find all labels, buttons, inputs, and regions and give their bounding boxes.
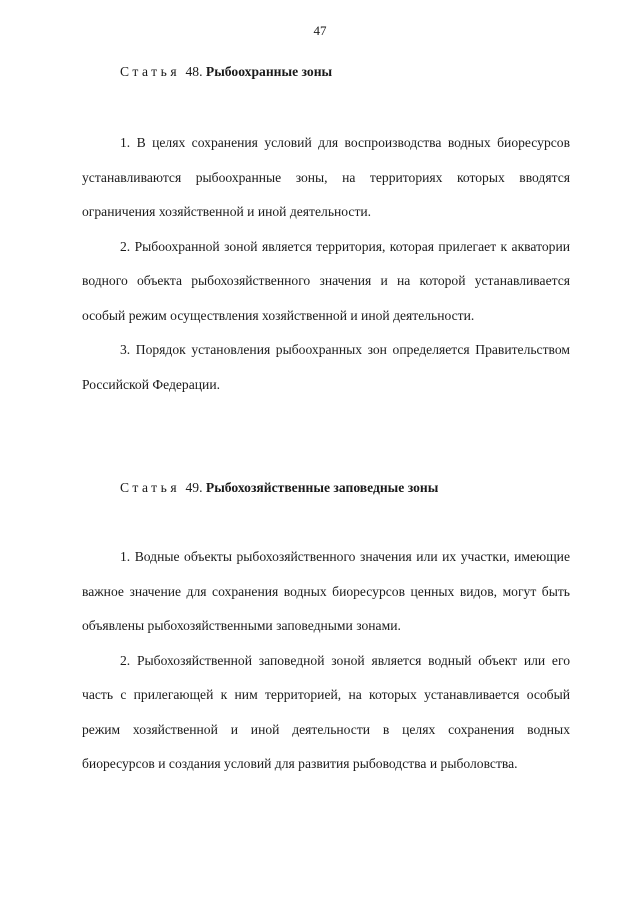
article-body	[82, 540, 570, 782]
article-body	[82, 126, 570, 402]
paragraph: 2. Рыбохозяйственной заповедной зоной является водный объект или его часть с прилегающей к ним территорией, на которых устанавливается особый режим хозяйственной и иной деятельности в целях сохранения водных биоресурсов и создания условий для развития рыбоводства и рыболовства.	[82, 652, 570, 771]
article-label: Статья	[120, 64, 181, 79]
article-label: Статья	[120, 480, 181, 495]
paragraph: 2. Рыбоохранной зоной является территория, которая прилегает к акватории водного объекта рыбохозяйственного значения и на которой устанавливается особый режим осуществления хозяйственной и иной деятельности.	[82, 238, 570, 323]
paragraph: 1. Водные объекты рыбохозяйственного значения или их участки, имеющие важное значение для сохранения водных биоресурсов ценных видов, могут быть объявлены рыбохозяйственными заповедными зонами.	[82, 549, 570, 633]
page-number: 47	[313, 23, 327, 38]
article-49	[82, 478, 570, 771]
article-title: Рыбоохранные зоны	[205, 64, 333, 79]
article-heading	[82, 62, 570, 82]
paragraph: 3. Порядок установления рыбоохранных зон определяется Правительством Российской Федерации.	[82, 342, 570, 392]
article-48	[82, 62, 570, 392]
article-number: 48.	[185, 64, 203, 79]
article-number: 49.	[185, 480, 203, 495]
article-title: Рыбохозяйственные заповедные зоны	[205, 480, 439, 495]
article-heading	[82, 478, 570, 498]
paragraph: 1. В целях сохранения условий для воспроизводства водных биоресурсов устанавливаются рыбоохранные зоны, на территориях которых вводятся ограничения хозяйственной и иной деятельности.	[82, 135, 570, 219]
